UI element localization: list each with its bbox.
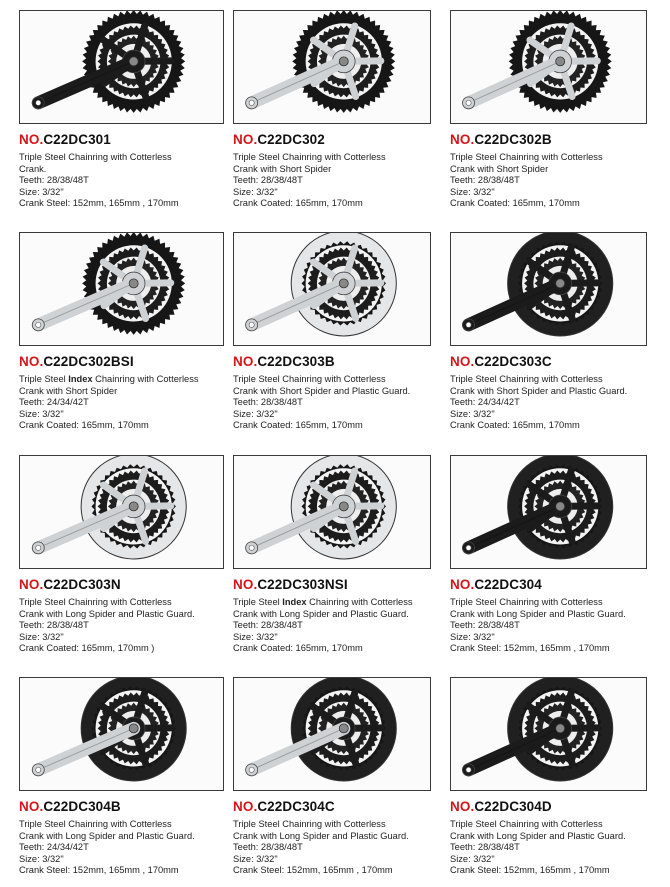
crankset-image xyxy=(234,456,430,568)
product-photo xyxy=(233,455,431,569)
product-photo xyxy=(233,232,431,346)
model-code: C22DC304D xyxy=(474,799,552,814)
spec-list xyxy=(233,152,448,210)
spec-list xyxy=(450,374,665,432)
spec-line: Crank with Short Spider xyxy=(19,385,118,396)
crankset-image xyxy=(234,678,430,790)
spec-line: Teeth: 24/34/42T xyxy=(450,397,520,408)
product-photo xyxy=(19,677,224,791)
spec-line: Crank with Long Spider and Plastic Guard. xyxy=(19,830,195,841)
model-code: C22DC303C xyxy=(474,354,552,369)
product-photo xyxy=(450,232,647,346)
spec-line: Crank Steel: 152mm, 165mm , 170mm xyxy=(233,865,393,876)
spec-line: Size: 3/32" xyxy=(450,186,495,197)
spec-list xyxy=(450,819,665,877)
spec-line: Crank. xyxy=(19,163,47,174)
spec-line: Teeth: 28/38/48T xyxy=(233,175,303,186)
spec-line: Teeth: 28/38/48T xyxy=(233,397,303,408)
spec-line: Size: 3/32" xyxy=(450,408,495,419)
model-code: C22DC302BSI xyxy=(43,354,134,369)
spec-line: Crank Coated: 165mm, 170mm xyxy=(450,420,580,431)
product-photo xyxy=(233,677,431,791)
model-code: C22DC304 xyxy=(474,577,542,592)
spec-line: Crank Coated: 165mm, 170mm xyxy=(233,420,363,431)
product-photo xyxy=(450,10,647,124)
model-prefix: NO. xyxy=(233,577,258,592)
spec-line: Size: 3/32" xyxy=(19,186,64,197)
product-card xyxy=(233,10,448,220)
product-card xyxy=(19,455,234,665)
model-number xyxy=(19,354,134,369)
model-number xyxy=(19,132,111,147)
model-number xyxy=(450,132,552,147)
spec-line: Triple Steel Chainring with Cotterless xyxy=(233,374,386,384)
spec-line: Crank with Short Spider and Plastic Guard. xyxy=(233,385,411,396)
spec-line: Teeth: 28/38/48T xyxy=(450,620,520,631)
spec-line: Triple Steel Index Chainring with Cotterless xyxy=(19,374,199,384)
spec-list xyxy=(233,819,448,877)
product-card xyxy=(450,232,665,442)
spec-line: Crank Steel: 152mm, 165mm , 170mm xyxy=(450,865,610,876)
model-code: C22DC304C xyxy=(257,799,335,814)
model-number xyxy=(450,354,552,369)
spec-line: Crank with Short Spider xyxy=(450,163,549,174)
spec-line: Crank Steel: 152mm, 165mm , 170mm xyxy=(19,198,179,209)
product-photo xyxy=(233,10,431,124)
spec-line: Triple Steel Chainring with Cotterless xyxy=(233,152,386,162)
model-prefix: NO. xyxy=(233,799,258,814)
product-photo xyxy=(19,455,224,569)
spec-line: Teeth: 28/38/48T xyxy=(450,842,520,853)
spec-line: Triple Steel Index Chainring with Cotterless xyxy=(233,597,413,607)
model-number xyxy=(233,354,335,369)
model-number xyxy=(450,799,552,814)
model-number xyxy=(19,799,121,814)
crankset-image xyxy=(20,456,223,568)
model-number xyxy=(233,577,348,592)
spec-line: Crank with Long Spider and Plastic Guard. xyxy=(233,608,409,619)
model-code: C22DC303N xyxy=(43,577,121,592)
product-photo xyxy=(19,10,224,124)
product-card xyxy=(19,232,234,442)
spec-line: Triple Steel Chainring with Cotterless xyxy=(450,152,603,162)
spec-line: Crank Steel: 152mm, 165mm , 170mm xyxy=(19,865,179,876)
spec-list xyxy=(450,152,665,210)
spec-list xyxy=(233,374,448,432)
spec-line: Crank with Long Spider and Plastic Guard. xyxy=(450,830,626,841)
product-card xyxy=(450,10,665,220)
product-photo xyxy=(450,677,647,791)
crankset-image xyxy=(20,11,223,123)
spec-line: Size: 3/32" xyxy=(233,853,278,864)
crankset-image xyxy=(20,678,223,790)
spec-line: Crank Steel: 152mm, 165mm , 170mm xyxy=(450,643,610,654)
spec-line: Triple Steel Chainring with Cotterless xyxy=(450,374,603,384)
spec-line: Triple Steel Chainring with Cotterless xyxy=(450,819,603,829)
spec-line: Triple Steel Chainring with Cotterless xyxy=(19,597,172,607)
model-prefix: NO. xyxy=(450,577,475,592)
product-photo xyxy=(450,455,647,569)
spec-line: Size: 3/32" xyxy=(233,631,278,642)
crankset-image xyxy=(451,233,646,345)
spec-line: Teeth: 28/38/48T xyxy=(233,842,303,853)
spec-line: Size: 3/32" xyxy=(450,631,495,642)
spec-list xyxy=(450,597,665,655)
spec-line: Size: 3/32" xyxy=(233,186,278,197)
spec-list xyxy=(233,597,448,655)
spec-line: Size: 3/32" xyxy=(19,631,64,642)
spec-line: Crank with Long Spider and Plastic Guard. xyxy=(233,830,409,841)
spec-line: Size: 3/32" xyxy=(19,408,64,419)
model-prefix: NO. xyxy=(450,132,475,147)
model-prefix: NO. xyxy=(19,577,44,592)
product-card xyxy=(233,677,448,887)
crankset-image xyxy=(451,456,646,568)
model-prefix: NO. xyxy=(19,799,44,814)
model-code: C22DC302 xyxy=(257,132,325,147)
model-prefix: NO. xyxy=(233,132,258,147)
spec-line: Size: 3/32" xyxy=(450,853,495,864)
model-code: C22DC301 xyxy=(43,132,111,147)
product-card xyxy=(450,677,665,887)
model-number xyxy=(233,132,325,147)
spec-line: Teeth: 24/34/42T xyxy=(19,842,89,853)
spec-line: Triple Steel Chainring with Cotterless xyxy=(19,152,172,162)
crankset-image xyxy=(234,233,430,345)
spec-list xyxy=(19,374,234,432)
spec-line: Crank Coated: 165mm, 170mm xyxy=(233,643,363,654)
model-code: C22DC303B xyxy=(257,354,335,369)
spec-list xyxy=(19,597,234,655)
product-card xyxy=(19,10,234,220)
spec-line: Size: 3/32" xyxy=(19,853,64,864)
crankset-image xyxy=(234,11,430,123)
product-card xyxy=(19,677,234,887)
model-prefix: NO. xyxy=(19,354,44,369)
spec-line: Crank with Short Spider and Plastic Guard. xyxy=(450,385,628,396)
spec-list xyxy=(19,152,234,210)
model-number xyxy=(19,577,121,592)
spec-line: Teeth: 24/34/42T xyxy=(19,397,89,408)
spec-line: Triple Steel Chainring with Cotterless xyxy=(19,819,172,829)
spec-line: Teeth: 28/38/48T xyxy=(19,620,89,631)
crankset-image xyxy=(20,233,223,345)
crankset-image xyxy=(451,678,646,790)
model-number xyxy=(233,799,335,814)
product-card xyxy=(233,232,448,442)
product-card xyxy=(233,455,448,665)
spec-line: Triple Steel Chainring with Cotterless xyxy=(450,597,603,607)
model-code: C22DC302B xyxy=(474,132,552,147)
spec-line: Crank Coated: 165mm, 170mm ) xyxy=(19,643,155,654)
spec-line: Crank Coated: 165mm, 170mm xyxy=(19,420,149,431)
model-prefix: NO. xyxy=(450,799,475,814)
spec-line: Crank with Long Spider and Plastic Guard. xyxy=(450,608,626,619)
spec-list xyxy=(19,819,234,877)
model-code: C22DC304B xyxy=(43,799,121,814)
model-prefix: NO. xyxy=(19,132,44,147)
crankset-image xyxy=(451,11,646,123)
spec-line: Triple Steel Chainring with Cotterless xyxy=(233,819,386,829)
spec-line: Teeth: 28/38/48T xyxy=(233,620,303,631)
spec-line: Crank Coated: 165mm, 170mm xyxy=(233,198,363,209)
product-card xyxy=(450,455,665,665)
spec-line: Crank with Short Spider xyxy=(233,163,332,174)
spec-line: Teeth: 28/38/48T xyxy=(19,175,89,186)
model-code: C22DC303NSI xyxy=(257,577,348,592)
model-prefix: NO. xyxy=(233,354,258,369)
spec-line: Crank Coated: 165mm, 170mm xyxy=(450,198,580,209)
product-photo xyxy=(19,232,224,346)
spec-line: Size: 3/32" xyxy=(233,408,278,419)
model-number xyxy=(450,577,542,592)
spec-line: Teeth: 28/38/48T xyxy=(450,175,520,186)
model-prefix: NO. xyxy=(450,354,475,369)
spec-line: Crank with Long Spider and Plastic Guard. xyxy=(19,608,195,619)
